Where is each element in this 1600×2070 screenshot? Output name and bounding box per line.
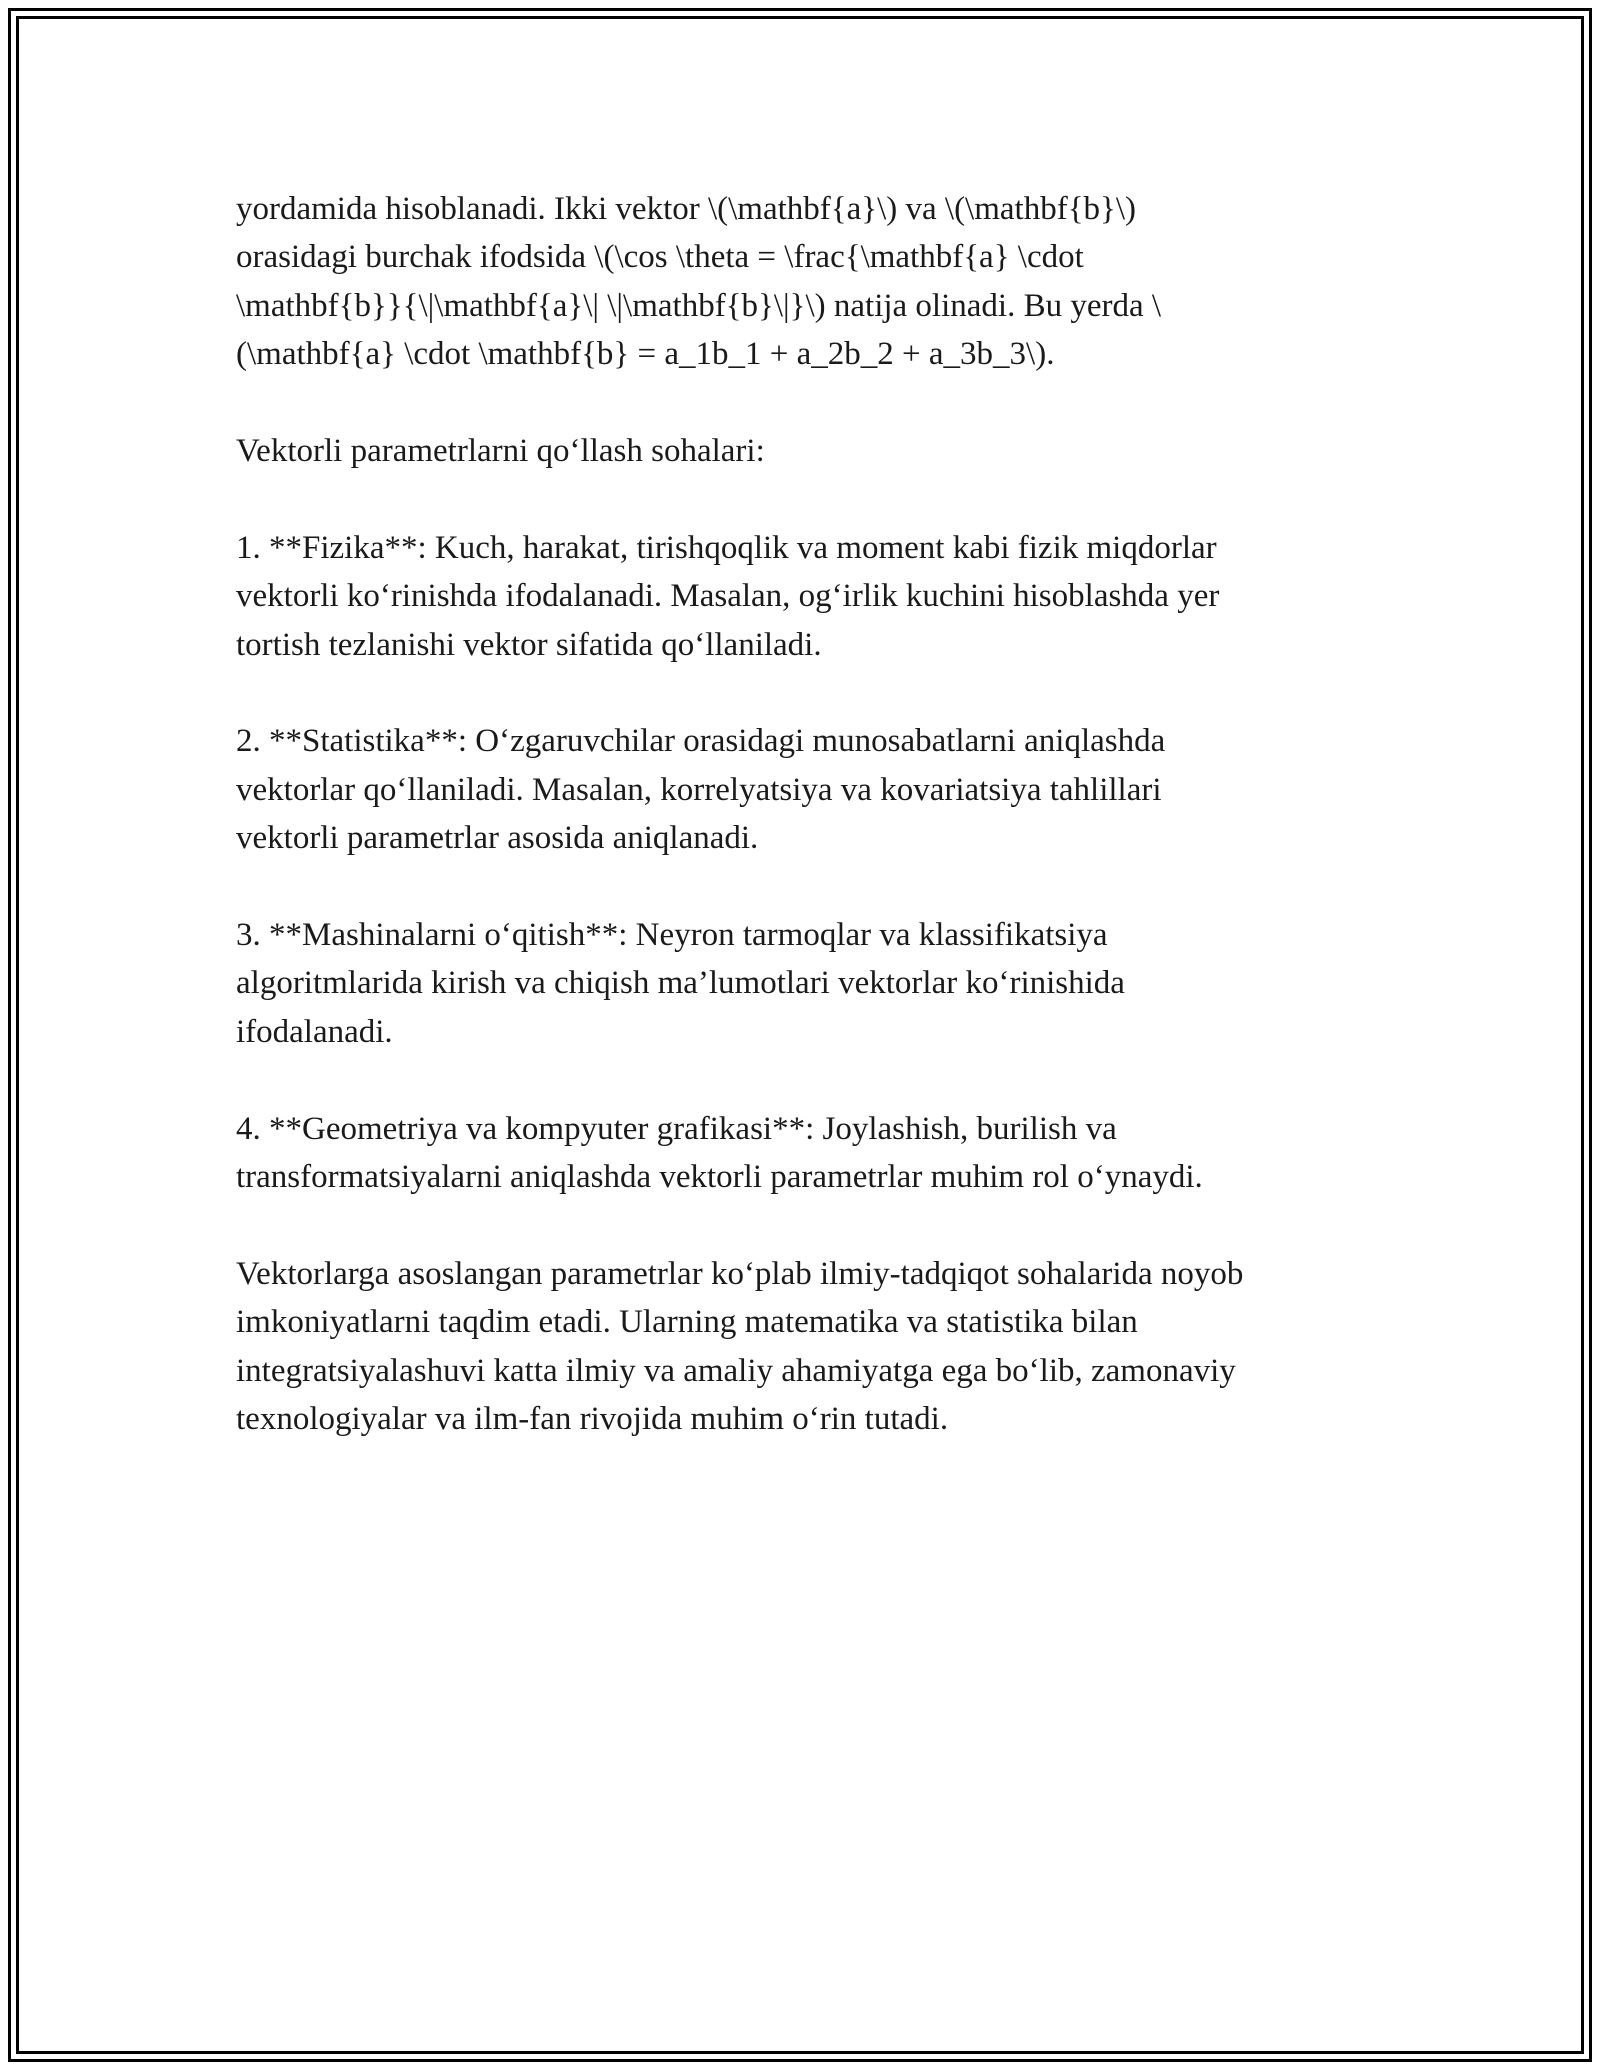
list-item-physics: 1. **Fizika**: Kuch, harakat, tirishqoqlik va moment kabi fizik miqdorlar vektorli ko‘rinishda ifodalanadi. Masalan, og‘irlik kuchini hisoblashda yer tortish tezlanishi vektor sifatida qo‘llaniladi. [236,529,1220,663]
list-item-statistics: 2. **Statistika**: O‘zgaruvchilar orasidagi munosabatlarni aniqlashda vektorlar qo‘llaniladi. Masalan, korrelyatsiya va kovariatsiya tahlillari vektorli parametrlar asosida aniqlanadi. [236,723,1166,857]
list-item-machine-learning: 3. **Mashinalarni o‘qitish**: Neyron tarmoqlar va klassifikatsiya algoritmlarida kirish va chiqish ma’lumotlari vektorlar ko‘rinishida ifodalanadi. [236,917,1125,1050]
paragraph-vector-angle-formula: yordamida hisoblanadi. Ikki vektor \(\mathbf{a}\) va \(\mathbf{b}\) orasidagi burchak ifodsida \(\cos \theta = \frac{\mathbf{a} \cdot \mathbf{b}}{\|\mathbf{a}\| \|\mathbf{b}\|}\) natija olinadi. Bu yerda \ (\mathbf{a} \cdot \mathbf{b} = a_1b_1 + a_2b_2 + a_3b_3\). [236,191,1162,373]
list-item-geometry: 4. **Geometriya va kompyuter grafikasi**: Joylashish, burilish va transformatsiyalarni aniqlashda vektorli parametrlar muhim rol o‘ynaydi. [236,1110,1203,1196]
paragraph-application-heading: Vektorli parametrlarni qo‘llash sohalari: [236,433,765,470]
document-body [236,185,1386,1492]
paragraph-conclusion: Vektorlarga asoslangan parametrlar ko‘plab ilmiy-tadqiqot sohalarida noyob imkoniyatlarni taqdim etadi. Ularning matematika va statistika bilan integratsiyalashuvi katta ilmiy va amaliy ahamiyatga ega bo‘lib, zamonaviy texnologiyalar va ilm-fan rivojida muhim o‘rin tutadi. [236,1255,1244,1438]
